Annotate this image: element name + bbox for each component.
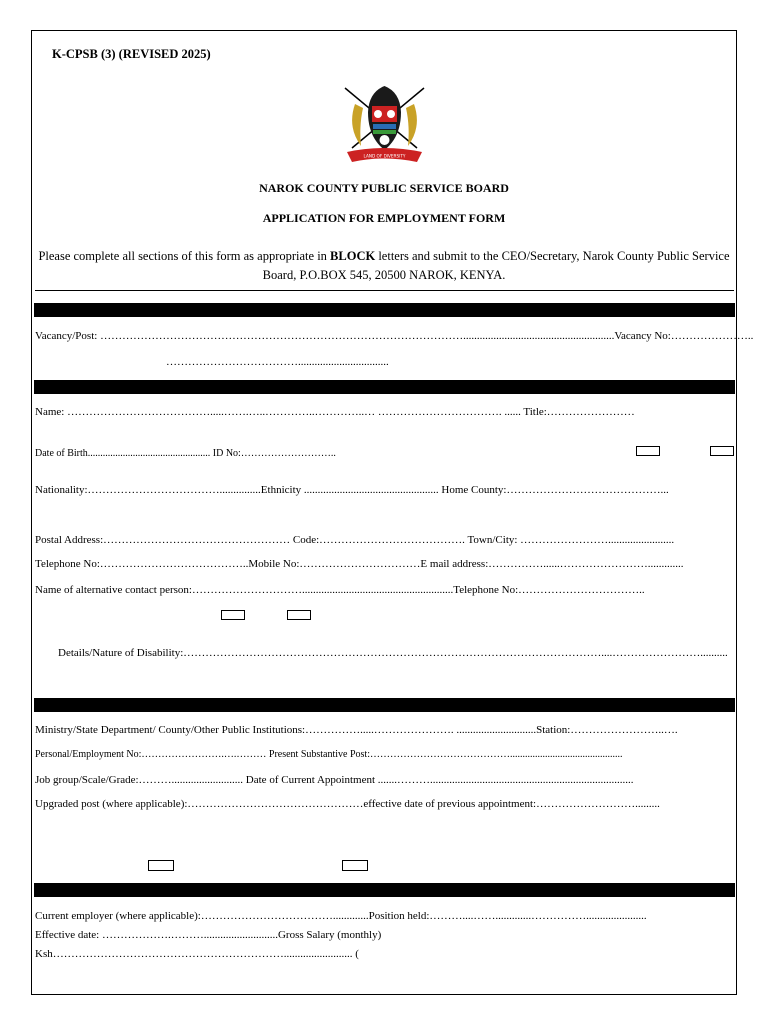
section-bar bbox=[34, 380, 735, 394]
divider-rule bbox=[35, 290, 734, 291]
section-bar bbox=[34, 883, 735, 897]
checkbox[interactable] bbox=[148, 860, 174, 871]
instruction-suffix: letters and submit to the CEO/Secretary, Narok County Public Service Board, P.O.BOX 545, 20500 NAROK, KENYA. bbox=[262, 249, 730, 282]
nationality-line[interactable]: Nationality:………………………………...............Ethnicity ................................................. Home County:……………………………………... bbox=[35, 484, 669, 496]
name-line[interactable]: Name: ………………………………….....…….…..…………..…………..… ……………………………. ...... Title:…………………… bbox=[35, 406, 635, 418]
crest-motto: LAND OF DIVERSITY bbox=[363, 153, 406, 159]
postal-address-line[interactable]: Postal Address:…………………………………………… Code:…………………………………. Town/City: ……………………........................ bbox=[35, 534, 675, 546]
page-border bbox=[31, 30, 737, 995]
instruction-prefix: Please complete all sections of this form as appropriate in bbox=[38, 249, 331, 263]
county-crest-logo bbox=[337, 82, 432, 168]
instruction-bold: BLOCK bbox=[330, 249, 376, 263]
ministry-line[interactable]: Ministry/State Department/ County/Other Public Institutions:…………….....…………………. .............................Station:……………………..…. bbox=[35, 724, 678, 736]
telephone-line[interactable]: Telephone No:…………………………………..Mobile No:……………………………E mail address:……………......……………………............. bbox=[35, 558, 684, 570]
instructions bbox=[31, 247, 737, 285]
upgraded-post-line[interactable]: Upgraded post (where applicable):…………………………………………effective date of previous appointment:………………………......... bbox=[35, 798, 660, 810]
effective-date-line[interactable]: Effective date: ……………….………...........................Gross Salary (monthly) bbox=[35, 929, 382, 941]
checkbox[interactable] bbox=[636, 446, 660, 456]
checkbox[interactable] bbox=[342, 860, 368, 871]
checkbox[interactable] bbox=[710, 446, 734, 456]
job-group-line[interactable]: Job group/Scale/Grade:……….......................... Date of Current Appointment .......……….......................................................................... bbox=[35, 774, 634, 786]
personal-number-line[interactable]: Personal/Employment No:…………………….….……… Present Substantive Post:……………………………………............................................. bbox=[35, 749, 623, 760]
section-bar bbox=[34, 698, 735, 712]
checkbox[interactable] bbox=[221, 610, 245, 620]
current-employer-line[interactable]: Current employer (where applicable):……………………………….............Position held:………....…….............……………...................... bbox=[35, 910, 647, 922]
vacancy-line-2[interactable]: ………………………………................................. bbox=[166, 356, 389, 368]
dob-line[interactable]: Date of Birth................................................. ID No:……………………….. bbox=[35, 448, 336, 459]
board-name: NAROK COUNTY PUBLIC SERVICE BOARD bbox=[259, 181, 509, 195]
disability-line[interactable]: Details/Nature of Disability:……………………………………………………………………………………………………....…………………….......... bbox=[58, 647, 728, 659]
section-bar bbox=[34, 303, 735, 317]
alt-contact-line[interactable]: Name of alternative contact person:………………………….......................................................Telephone No:…………………………….. bbox=[35, 584, 645, 596]
form-title: APPLICATION FOR EMPLOYMENT FORM bbox=[262, 211, 506, 225]
checkbox[interactable] bbox=[287, 610, 311, 620]
form-code: K-CPSB (3) (REVISED 2025) bbox=[52, 47, 211, 61]
vacancy-line[interactable]: Vacancy/Post: ……………………………………………………………………………………….......................................................Vacancy No:………………….. bbox=[35, 330, 754, 342]
ksh-line[interactable]: Ksh………………………………………………………......................... ( bbox=[35, 948, 359, 960]
